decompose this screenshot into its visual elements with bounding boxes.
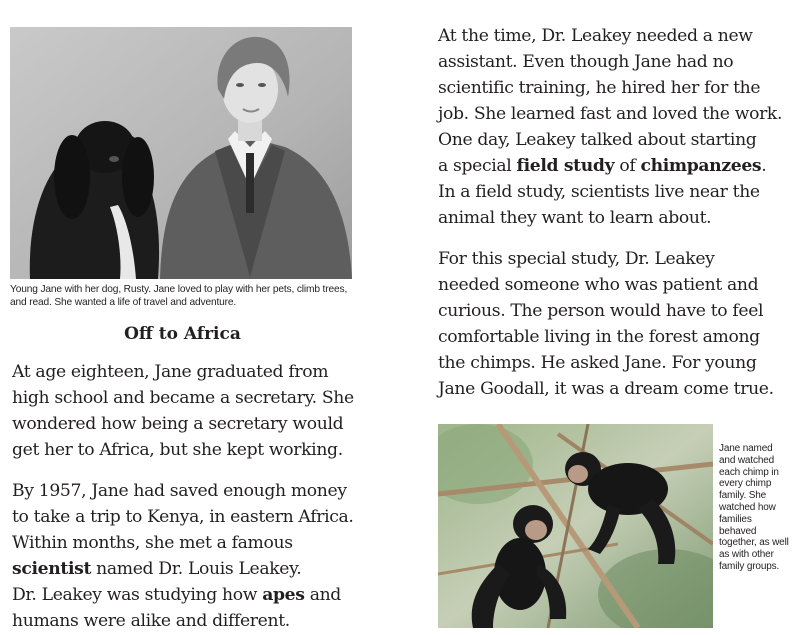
- text-line: humans were alike and different.: [12, 611, 290, 631]
- photo-jane-with-dog: [10, 27, 352, 279]
- vocab-apes: apes: [262, 585, 305, 605]
- text-line: By 1957, Jane had saved enough money: [12, 481, 347, 501]
- text-line: high school and became a secretary. She: [12, 388, 354, 408]
- text-line: [12, 582, 354, 608]
- photo-caption-chimps: Jane named and watched each chimp in every chimp family. She watched how families behaved together, as well as with other family groups.: [719, 443, 789, 572]
- section-heading: Off to Africa: [124, 324, 241, 344]
- paragraph-graduation: [12, 359, 354, 463]
- paragraph-special-study: [438, 246, 774, 402]
- text-line: wondered how being a secretary would: [12, 414, 344, 434]
- text-line: Jane Goodall, it was a dream come true.: [438, 379, 774, 399]
- text-line: scientific training, he hired her for the: [438, 78, 761, 98]
- text-line: job. She learned fast and loved the work.: [438, 104, 783, 124]
- vocab-scientist: scientist: [12, 559, 92, 579]
- text-line: comfortable living in the forest among: [438, 327, 760, 347]
- text-run: .: [761, 156, 767, 176]
- vocab-chimpanzees: chimpanzees: [640, 156, 762, 176]
- text-run: of: [614, 156, 641, 176]
- text-line: [438, 153, 782, 179]
- text-line: assistant. Even though Jane had no: [438, 52, 734, 72]
- text-line: In a field study, scientists live near the: [438, 182, 760, 202]
- text-line: animal they want to learn about.: [438, 208, 712, 228]
- text-line: Within months, she met a famous: [12, 533, 293, 553]
- photo-chimpanzees: [438, 424, 713, 628]
- text-line: to take a trip to Kenya, in eastern Africa.: [12, 507, 354, 527]
- text-run: and: [304, 585, 341, 605]
- text-line: curious. The person would have to feel: [438, 301, 764, 321]
- text-line: needed someone who was patient and: [438, 275, 759, 295]
- text-line: the chimps. He asked Jane. For young: [438, 353, 757, 373]
- paragraph-trip-to-kenya: [12, 478, 354, 634]
- text-run: Dr. Leakey was studying how: [12, 585, 263, 605]
- paragraph-assistant: [438, 23, 782, 231]
- text-line: For this special study, Dr. Leakey: [438, 249, 715, 269]
- text-line: At age eighteen, Jane graduated from: [12, 362, 329, 382]
- photo-caption-jane: Young Jane with her dog, Rusty. Jane loved to play with her pets, climb trees, and read. She wanted a life of travel and adventure.: [10, 284, 348, 308]
- text-line: get her to Africa, but she kept working.: [12, 440, 343, 460]
- text-run: a special: [438, 156, 517, 176]
- text-line: At the time, Dr. Leakey needed a new: [438, 26, 753, 46]
- text-run: named Dr. Louis Leakey.: [91, 559, 302, 579]
- text-line: [12, 556, 354, 582]
- vocab-field-study: field study: [516, 156, 615, 176]
- text-line: One day, Leakey talked about starting: [438, 130, 757, 150]
